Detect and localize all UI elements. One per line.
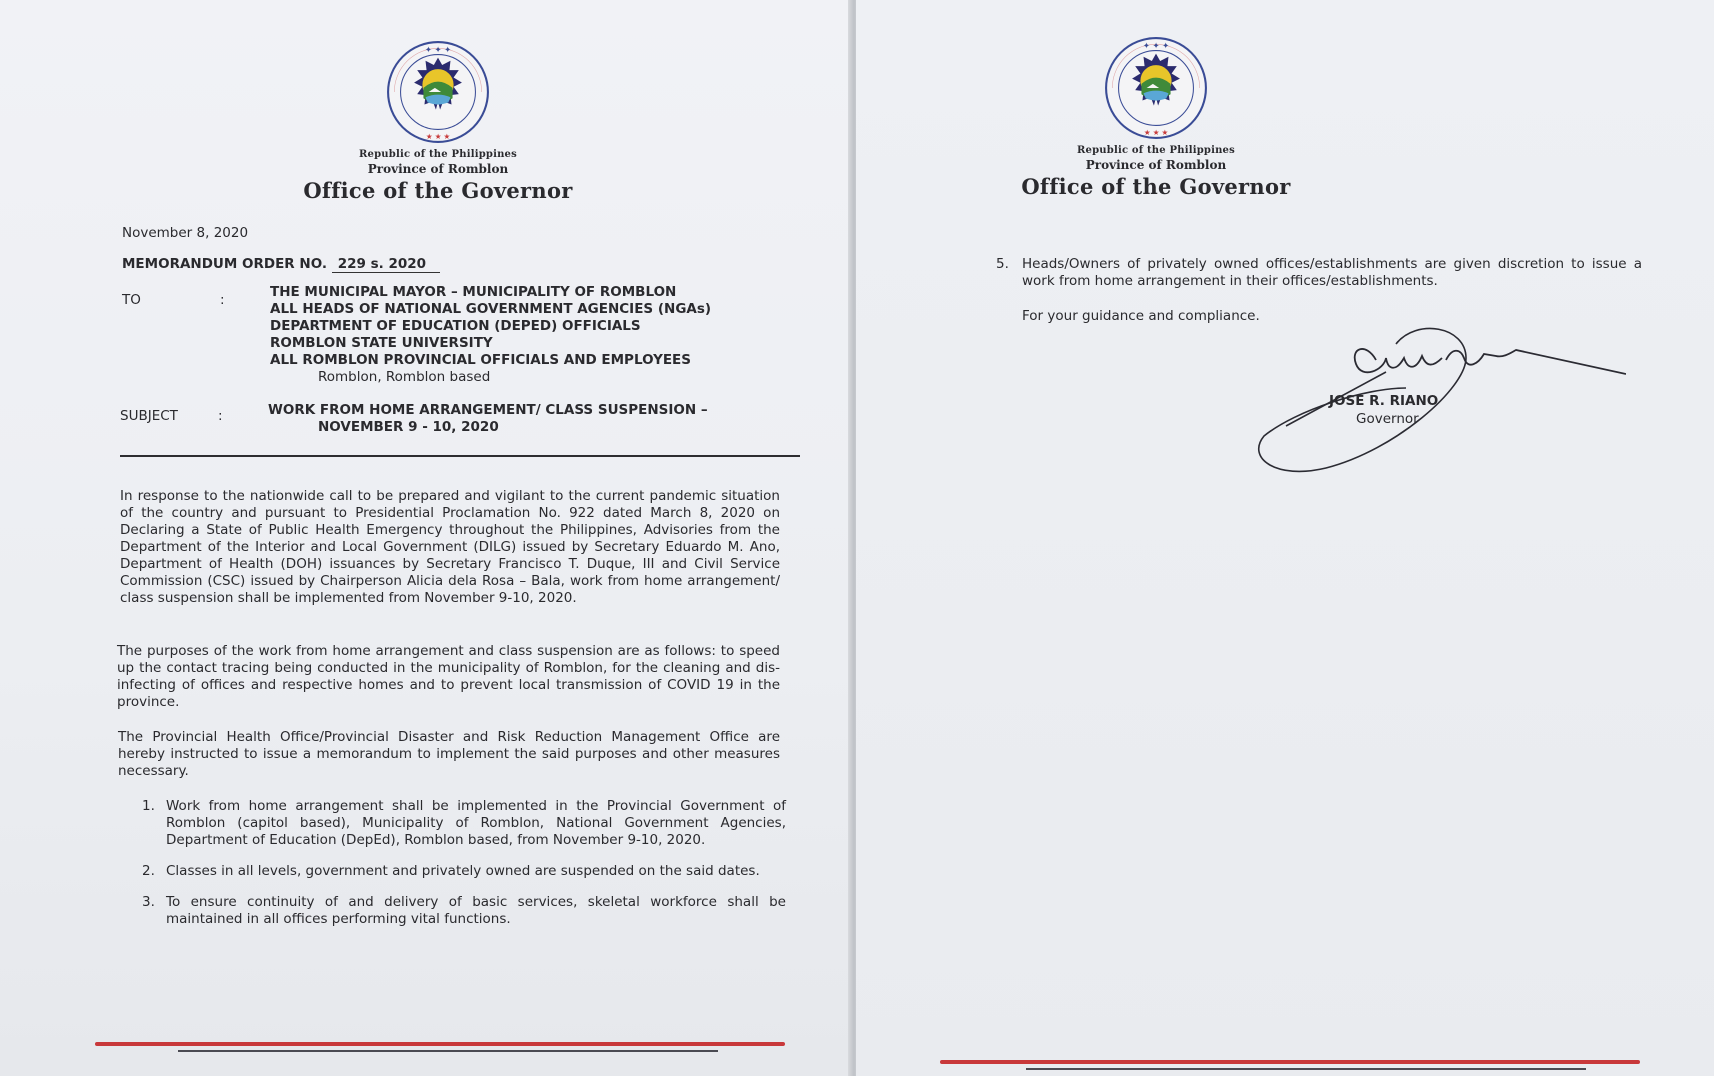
directive-list: [120, 798, 786, 942]
item-text: To ensure continuity of and delivery of basic services, skeletal workforce shall be maintained in all offices performing vital functions.: [166, 894, 786, 927]
recipient: DEPARTMENT OF EDUCATION (DEPED) OFFICIALS: [270, 318, 641, 334]
memo-page-1: [0, 0, 856, 1076]
footer-red-rule: [95, 1042, 785, 1046]
paragraph-1: In response to the nationwide call to be prepared and vigilant to the current pandemic situation of the country and pursuant to Presidential Proclamation No. 922 dated March 8, 2020 on Declaring a State of Public Health Emergency throughout the Philippines, Advisories from the Department of the Interior and Local Government (DILG) issued by Secretary Eduardo M. Ano, Department of Health (DOH) issuances by Secretary Francisco T. Duque, III and Civil Service Commission (CSC) issued by Chairperson Alicia dela Rosa – Bala, work from home arrangement/ class suspension shall be implemented from November 9-10, 2020.: [120, 488, 780, 606]
item-number: 1.: [142, 798, 155, 814]
republic-line: Republic of the Philippines: [359, 149, 517, 160]
signatory-title: Governor: [1356, 411, 1419, 427]
item-number: 2.: [142, 863, 155, 879]
footer-red-rule: [940, 1060, 1640, 1064]
item-text: Classes in all levels, government and privately owned are suspended on the said dates.: [166, 863, 760, 879]
letterhead: [1006, 36, 1306, 201]
republic-line: Republic of the Philippines: [1077, 145, 1235, 156]
item-5-number: 5.: [996, 256, 1009, 272]
recipient-location: Romblon, Romblon based: [318, 369, 491, 385]
paragraph-3: The Provincial Health Office/Provincial Disaster and Risk Reduction Management Office are hereby instructed to issue a memorandum to implement the said purposes and other measures necessary.: [118, 729, 780, 779]
footer-ink-rule: [1026, 1068, 1586, 1070]
memo-date: November 8, 2020: [122, 225, 249, 241]
office-title: Office of the Governor: [1021, 174, 1291, 199]
recipient: ALL HEADS OF NATIONAL GOVERNMENT AGENCIES (NGAs): [270, 301, 712, 317]
recipient: ALL ROMBLON PROVINCIAL OFFICIALS AND EMPLOYEES: [270, 352, 692, 368]
list-item: [120, 863, 786, 880]
footer-ink-rule: [178, 1050, 718, 1052]
item-5-text: Heads/Owners of privately owned offices/establishments are given discretion to issue a work from home arrangement in their offices/establishments.: [1022, 256, 1642, 289]
office-title: Office of the Governor: [303, 178, 573, 203]
list-item: [120, 798, 786, 849]
subject-line-1: WORK FROM HOME ARRANGEMENT/ CLASS SUSPENSION –: [268, 402, 708, 418]
recipient: THE MUNICIPAL MAYOR – MUNICIPALITY OF ROMBLON: [270, 284, 677, 300]
memo-order-line: [122, 256, 440, 273]
recipient: ROMBLON STATE UNIVERSITY: [270, 335, 493, 351]
memo-order-label: MEMORANDUM ORDER NO.: [122, 256, 328, 272]
paragraph-2: The purposes of the work from home arrangement and class suspension are as follows: to speed up the contact tracing being conducted in the municipality of Romblon, for the cleaning and dis-infecting of offices and respective homes and to prevent local transmission of COVID 19 in the province.: [117, 643, 780, 710]
closing-line: For your guidance and compliance.: [1022, 308, 1260, 324]
memo-order-number: 229 s. 2020: [332, 256, 440, 273]
province-line: Province of Romblon: [1085, 158, 1227, 172]
letterhead: [288, 40, 588, 205]
signatory-name: JOSE R. RIANO: [1329, 393, 1439, 409]
subject-line-2: NOVEMBER 9 - 10, 2020: [318, 419, 499, 435]
to-colon: :: [220, 292, 225, 308]
subject-colon: :: [218, 408, 223, 424]
subject-text: [268, 402, 788, 436]
memo-page-2: [856, 0, 1714, 1076]
province-line: Province of Romblon: [367, 162, 509, 176]
item-text: Work from home arrangement shall be implemented in the Provincial Government of Romblon (capitol based), Municipality of Romblon, National Government Agencies, Department of Education (DepEd), Romblon based, from November 9-10, 2020.: [166, 798, 786, 848]
list-item: [120, 894, 786, 928]
province-seal-icon: [1104, 36, 1208, 140]
province-seal-icon: [386, 40, 490, 144]
to-recipients: [270, 284, 790, 386]
subject-label: SUBJECT: [120, 408, 178, 424]
to-label: TO: [122, 292, 141, 308]
header-divider: [120, 455, 800, 457]
item-number: 3.: [142, 894, 155, 910]
